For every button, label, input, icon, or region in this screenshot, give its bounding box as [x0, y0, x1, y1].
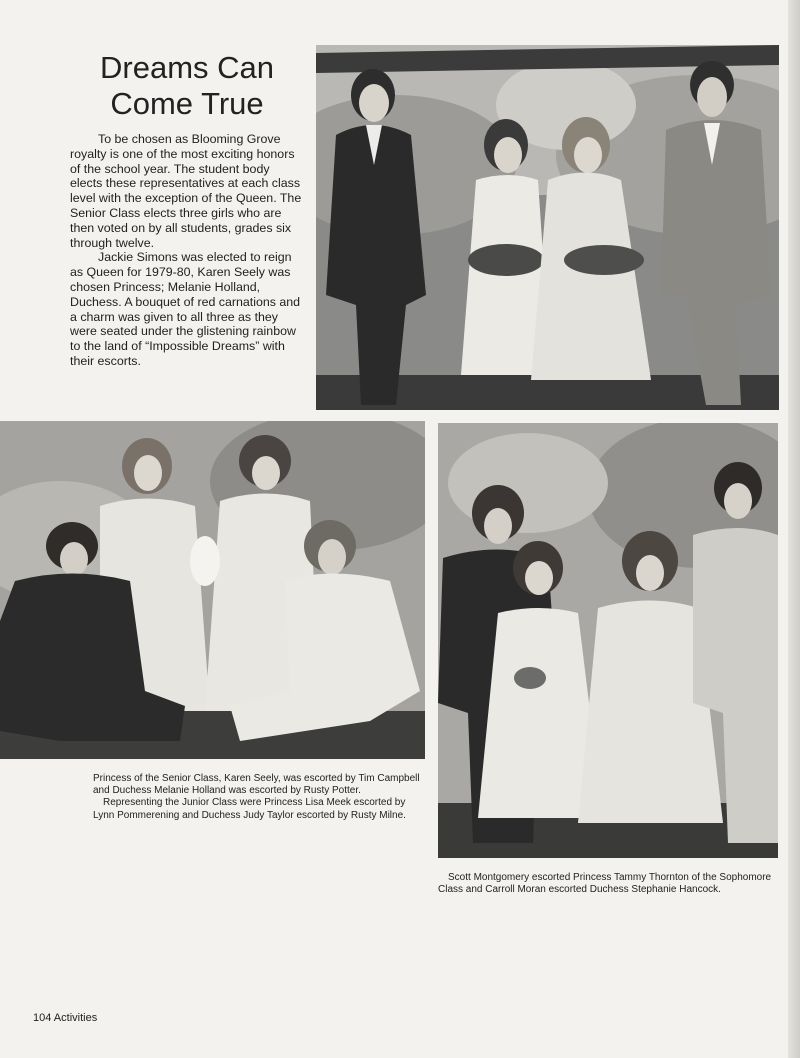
senior-caption-paragraph: Princess of the Senior Class, Karen Seely, was escorted by Tim Campbell and Duchess Melanie Holland was escorted by Rusty Potter. — [93, 773, 420, 797]
senior-junior-caption — [93, 773, 423, 822]
page-folio: 104 Activities — [33, 1012, 98, 1024]
junior-caption-paragraph: Representing the Junior Class were Princess Lisa Meek escorted by Lynn Pommerening and Duchess Judy Taylor escorted by Rusty Milne. — [93, 797, 406, 821]
senior-junior-photo — [0, 421, 425, 759]
intro-text — [70, 132, 302, 369]
page-edge — [788, 0, 800, 1058]
title-line-1: Dreams Can — [100, 50, 274, 85]
intro-paragraph-1: To be chosen as Blooming Grove royalty is one of the most exciting honors of the school year. The student body elects these representatives at each class level with the exception of the Queen. The Senior Class elects three girls who are then voted on by all students, grades six through twelve. — [70, 132, 302, 250]
sophomore-caption: Scott Montgomery escorted Princess Tammy Thornton of the Sophomore Class and Carroll Moran escorted Duchess Stephanie Hancock. — [438, 872, 772, 896]
page-title — [62, 50, 312, 122]
title-line-2: Come True — [110, 86, 264, 121]
royalty-group-photo — [316, 45, 779, 410]
sophomore-photo — [438, 423, 778, 858]
intro-paragraph-2: Jackie Simons was elected to reign as Queen for 1979-80, Karen Seely was chosen Princess; Melanie Holland, Duchess. A bouquet of red carnations and a charm was given to all three as they were seated under the glistening rainbow to the land of “Impossible Dreams” with their escorts. — [70, 250, 301, 368]
